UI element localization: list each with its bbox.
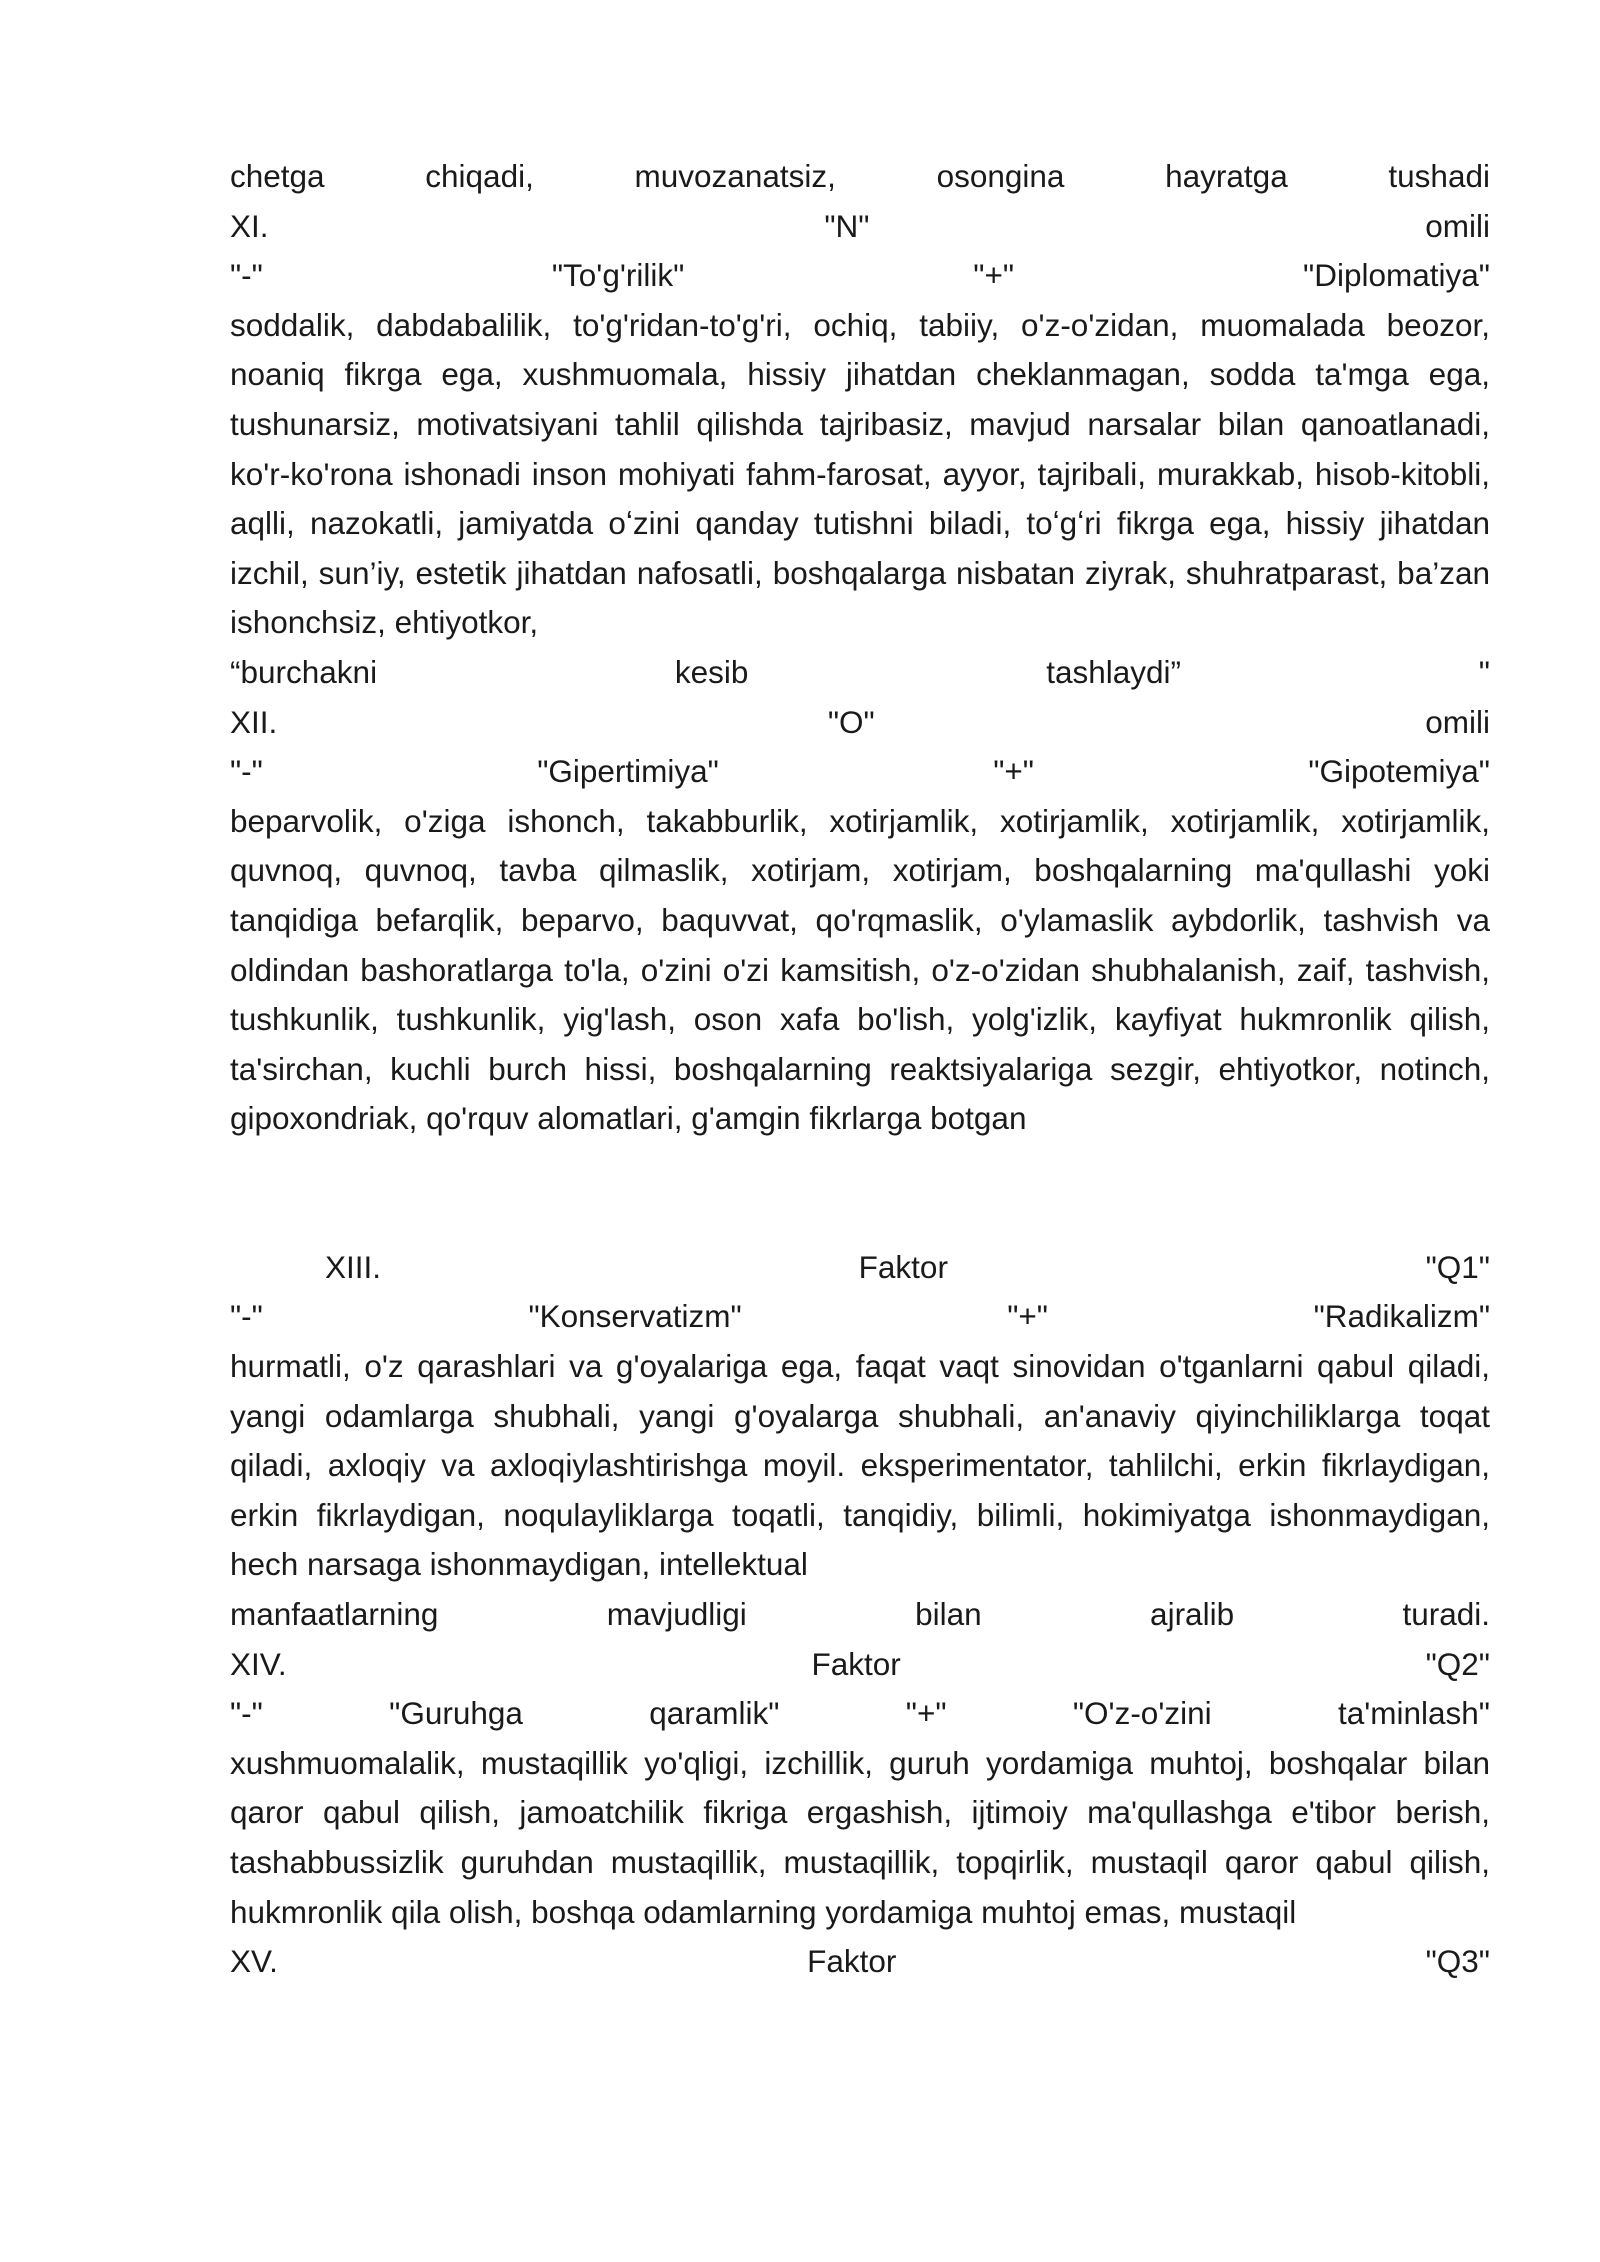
- factor-number: XII.: [230, 703, 278, 740]
- minus-pole-label: "To'g'rilik": [551, 257, 685, 294]
- factor-poles-xiv: [230, 1689, 1490, 1739]
- minus-pole-label: qaramlik": [649, 1695, 780, 1732]
- word: chetga: [230, 158, 325, 194]
- factor-word: Faktor: [807, 1943, 897, 1980]
- document-page: [230, 152, 1490, 1987]
- factor-word: Faktor: [858, 1248, 948, 1285]
- factor-number: XI.: [230, 207, 269, 244]
- word: tushadi: [1388, 158, 1490, 194]
- word: manfaatlarning: [230, 1596, 439, 1633]
- factor-code: "N": [824, 207, 870, 244]
- minus-pole-label: "Konservatizm": [528, 1298, 742, 1335]
- text-line-last-xiii: [230, 1590, 1490, 1640]
- factor-number: XIII.: [325, 1248, 382, 1285]
- word: mavjudligi: [606, 1596, 747, 1633]
- blank-space: [230, 1144, 1490, 1243]
- factor-poles-xiii: [230, 1292, 1490, 1342]
- word: ": [1478, 653, 1490, 690]
- plus-pole-label: "Diplomatiya": [1303, 257, 1490, 294]
- plus-pole-label: "Gipotemiya": [1308, 753, 1490, 790]
- word: “burchakni: [230, 653, 378, 690]
- factor-poles-xi: [230, 251, 1490, 301]
- minus-sign: "-": [230, 257, 263, 294]
- word: tashlaydi”: [1046, 653, 1182, 690]
- factor-code: "Q3": [1425, 1943, 1490, 1980]
- paragraph-xi-description: soddalik, dabdabalilik, to'g'ridan-to'g'ri, ochiq, tabiiy, o'z-o'zidan, muomalada beozor, noaniq fikrga ega, xushmuomala, hissiy jihatdan cheklanmagan, sodda ta'mga ega, tushunarsiz, motivatsiyani tahlil qilishda tajribasiz, mavjud narsalar bilan qanoatlanadi, ko'r-ko'rona ishonadi inson mohiyati fahm-farosat, ayyor, tajribali, murakkab, hisob-kitobli, aqlli, nazokatli, jamiyatda oʻzini qanday tutishni biladi, toʻgʻri fikrga ega, hissiy jihatdan izchil, sun’iy, estetik jihatdan nafosatli, boshqalarga nisbatan ziyrak, shuhratparast, ba’zan ishonchsiz, ehtiyotkor,: [230, 306, 1490, 641]
- word: chiqadi,: [425, 158, 534, 194]
- factor-heading-xiii: [230, 1243, 1490, 1293]
- factor-poles-xii: [230, 747, 1490, 797]
- word: turadi.: [1402, 1596, 1490, 1633]
- plus-sign: "+": [973, 257, 1015, 294]
- word: kesib: [674, 653, 749, 690]
- factor-word: Faktor: [811, 1645, 901, 1682]
- factor-code: "Q2": [1425, 1645, 1490, 1682]
- factor-number: XV.: [230, 1943, 278, 1980]
- factor-word: omili: [1425, 703, 1490, 740]
- plus-pole-label: "O'z-o'zini: [1072, 1695, 1212, 1732]
- word: muvozanatsiz,: [634, 158, 836, 194]
- plus-pole-label: "Radikalizm": [1313, 1298, 1490, 1335]
- plus-sign: "+": [1007, 1298, 1048, 1335]
- plus-sign: "+": [993, 753, 1034, 790]
- text-line-quote: [230, 648, 1490, 698]
- factor-heading-xii: [230, 698, 1490, 748]
- word: bilan: [915, 1596, 982, 1633]
- minus-sign: "-": [230, 753, 263, 790]
- minus-pole-label: "Guruhga: [389, 1695, 523, 1732]
- minus-sign: "-": [230, 1298, 263, 1335]
- factor-word: omili: [1425, 207, 1490, 244]
- paragraph-xii-description: beparvolik, o'ziga ishonch, takabburlik, xotirjamlik, xotirjamlik, xotirjamlik, xotirjamlik, quvnoq, quvnoq, tavba qilmaslik, xotirjam, xotirjam, boshqalarning ma'qullashi yoki tanqidiga befarqlik, beparvo, baquvvat, qo'rqmaslik, o'ylamaslik aybdorlik, tashvish va oldindan bashoratlarga to'la, o'zini o'zi kamsitish, o'z-o'zidan shubhalanish, zaif, tashvish, tushkunlik, tushkunlik, yig'lash, oson xafa bo'lish, yolg'izlik, kayfiyat hukmronlik qilish, ta'sirchan, kuchli burch hissi, boshqalarning reaktsiyalariga sezgir, ehtiyotkor, notinch, gipoxondriak, qo'rquv alomatlari, g'amgin fikrlarga botgan: [230, 802, 1490, 1137]
- word: osongina: [936, 158, 1065, 194]
- factor-code: "O": [827, 703, 875, 740]
- word: ajralib: [1150, 1596, 1235, 1633]
- paragraph-xiv-description: xushmuomalalik, mustaqillik yo'qligi, izchillik, guruh yordamiga muhtoj, boshqalar bilan qaror qabul qilish, jamoatchilik fikriga ergashish, ijtimoiy ma'qullashga e'tibor berish, tashabbussizlik guruhdan mustaqillik, mustaqillik, topqirlik, mustaqil qaror qabul qilish, hukmronlik qila olish, boshqa odamlarning yordamiga muhtoj emas, mustaqil: [230, 1744, 1490, 1930]
- factor-heading-xi: [230, 202, 1490, 252]
- word: hayratga: [1165, 158, 1288, 194]
- minus-pole-label: "Gipertimiya": [537, 753, 719, 790]
- plus-pole-label: ta'minlash": [1337, 1695, 1490, 1732]
- plus-sign: "+": [905, 1695, 947, 1732]
- factor-heading-xv: [230, 1937, 1490, 1987]
- factor-number: XIV.: [230, 1645, 287, 1682]
- factor-code: "Q1": [1425, 1248, 1490, 1285]
- text-line-1: [230, 152, 1490, 202]
- minus-sign: "-": [230, 1695, 263, 1732]
- paragraph-xiii-description: hurmatli, o'z qarashlari va g'oyalariga ega, faqat vaqt sinovidan o'tganlarni qabul qiladi, yangi odamlarga shubhali, yangi g'oyalarga shubhali, an'anaviy qiyinchiliklarga toqat qiladi, axloqiy va axloqiylashtirishga moyil. eksperimentator, tahlilchi, erkin fikrlaydigan, erkin fikrlaydigan, noqulayliklarga toqatli, tanqidiy, bilimli, hokimiyatga ishonmaydigan, hech narsaga ishonmaydigan, intellektual: [230, 1348, 1490, 1583]
- factor-heading-xiv: [230, 1640, 1490, 1690]
